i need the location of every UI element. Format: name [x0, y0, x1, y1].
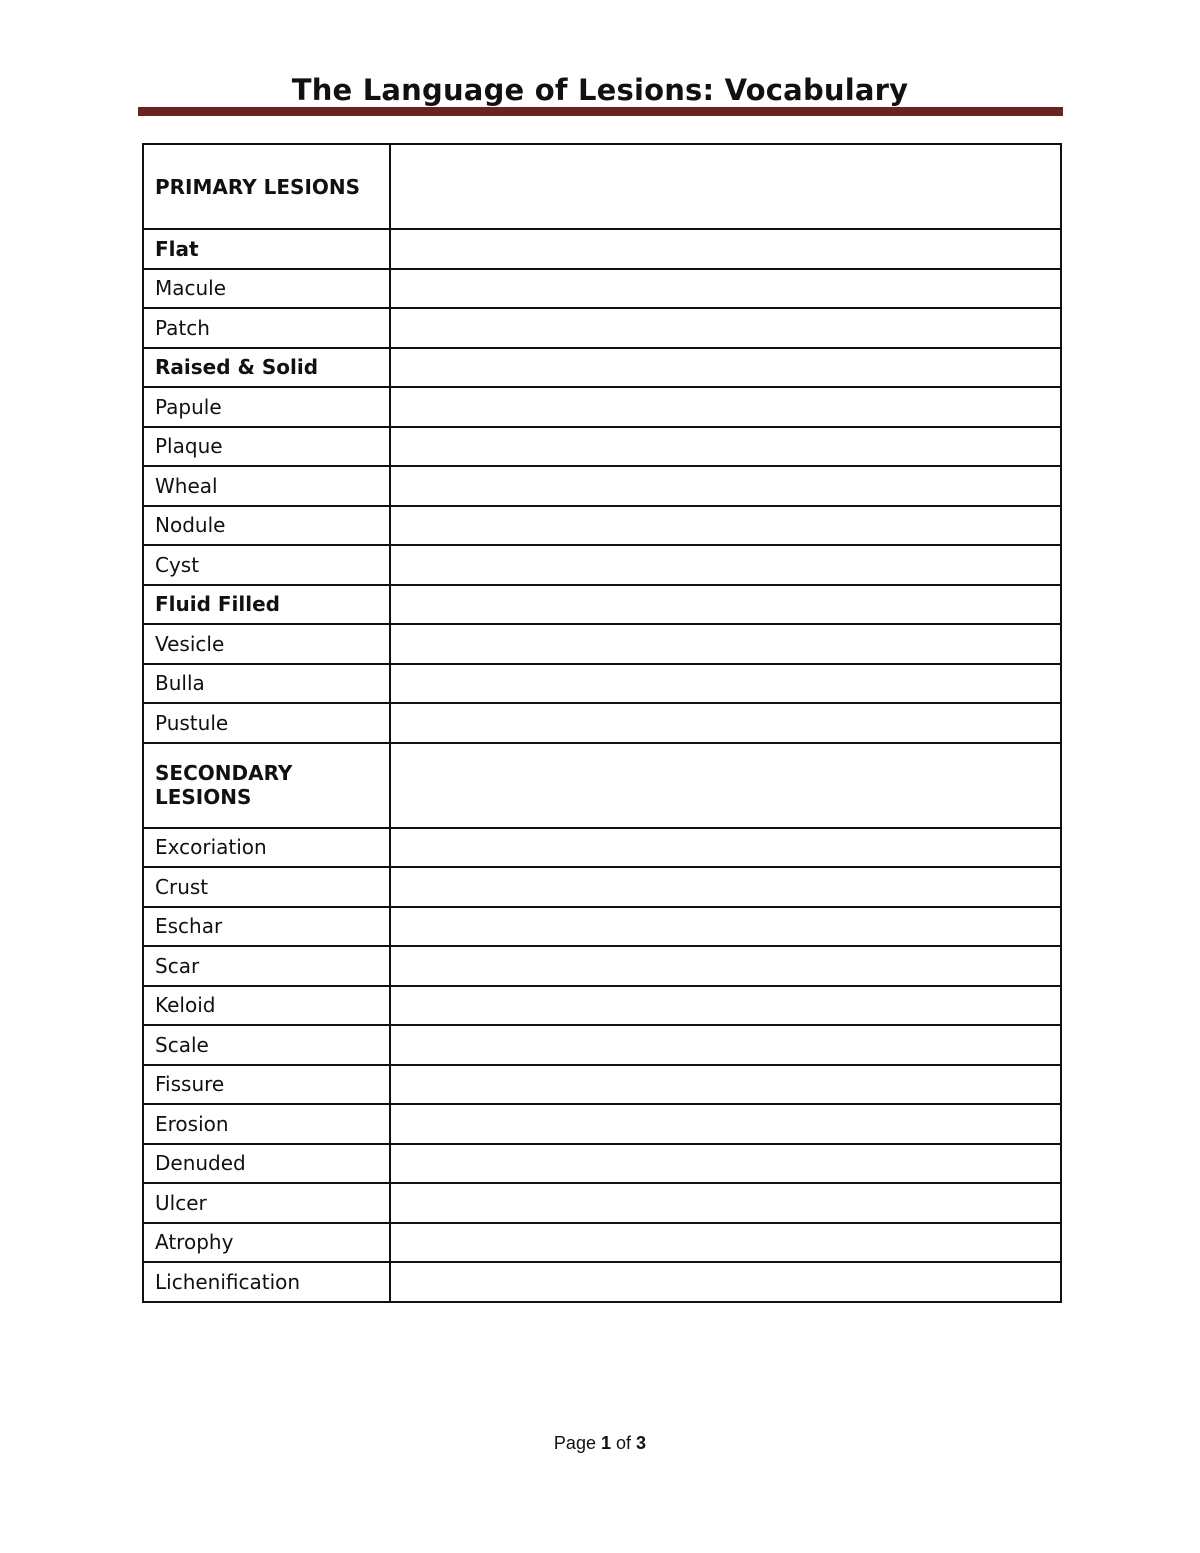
term-label: Macule — [143, 269, 390, 309]
definition-cell[interactable] — [390, 387, 1061, 427]
term-label: Scar — [143, 946, 390, 986]
definition-cell[interactable] — [390, 664, 1061, 704]
definition-cell[interactable] — [390, 308, 1061, 348]
term-row — [143, 703, 1061, 743]
category-label: Fluid Filled — [143, 585, 390, 625]
definition-cell[interactable] — [390, 1262, 1061, 1302]
term-row — [143, 1065, 1061, 1105]
term-row — [143, 1223, 1061, 1263]
category-row — [143, 348, 1061, 388]
term-label: Fissure — [143, 1065, 390, 1105]
term-label: Wheal — [143, 466, 390, 506]
title-underline — [138, 107, 1063, 116]
definition-cell[interactable] — [390, 1223, 1061, 1263]
term-row — [143, 986, 1061, 1026]
term-row — [143, 907, 1061, 947]
page-of-label: of — [616, 1433, 632, 1453]
vocabulary-table — [142, 143, 1062, 1303]
term-row — [143, 427, 1061, 467]
term-row — [143, 545, 1061, 585]
term-label: Patch — [143, 308, 390, 348]
term-row — [143, 946, 1061, 986]
term-row — [143, 308, 1061, 348]
definition-cell[interactable] — [390, 1104, 1061, 1144]
term-row — [143, 1262, 1061, 1302]
category-label: Flat — [143, 229, 390, 269]
definition-cell[interactable] — [390, 828, 1061, 868]
definition-cell[interactable] — [390, 1144, 1061, 1184]
definition-cell[interactable] — [390, 1025, 1061, 1065]
definition-cell[interactable] — [390, 229, 1061, 269]
page-title: The Language of Lesions: Vocabulary — [291, 73, 909, 107]
term-row — [143, 387, 1061, 427]
definition-cell[interactable] — [390, 545, 1061, 585]
definition-cell[interactable] — [390, 907, 1061, 947]
term-label: Atrophy — [143, 1223, 390, 1263]
definition-cell[interactable] — [390, 269, 1061, 309]
term-label: Lichenification — [143, 1262, 390, 1302]
term-label: Erosion — [143, 1104, 390, 1144]
total-pages-number: 3 — [636, 1433, 647, 1453]
term-label: Nodule — [143, 506, 390, 546]
page-footer — [0, 1433, 1200, 1454]
definition-cell[interactable] — [390, 427, 1061, 467]
term-label: Cyst — [143, 545, 390, 585]
section-heading-row — [143, 144, 1061, 229]
definition-cell[interactable] — [390, 1065, 1061, 1105]
category-row — [143, 229, 1061, 269]
definition-cell[interactable] — [390, 986, 1061, 1026]
term-label: Ulcer — [143, 1183, 390, 1223]
term-label: Keloid — [143, 986, 390, 1026]
term-label: Excoriation — [143, 828, 390, 868]
term-label: Eschar — [143, 907, 390, 947]
definition-cell[interactable] — [390, 1183, 1061, 1223]
definition-cell[interactable] — [390, 867, 1061, 907]
definition-cell[interactable] — [390, 506, 1061, 546]
term-label: Denuded — [143, 1144, 390, 1184]
term-row — [143, 624, 1061, 664]
category-label: Raised & Solid — [143, 348, 390, 388]
term-row — [143, 867, 1061, 907]
section-heading-row — [143, 743, 1061, 828]
definition-cell[interactable] — [390, 348, 1061, 388]
definition-cell[interactable] — [390, 144, 1061, 229]
definition-cell[interactable] — [390, 703, 1061, 743]
current-page-number: 1 — [600, 1433, 611, 1453]
term-label: Plaque — [143, 427, 390, 467]
term-row — [143, 506, 1061, 546]
definition-cell[interactable] — [390, 624, 1061, 664]
term-row — [143, 1144, 1061, 1184]
term-row — [143, 664, 1061, 704]
page-label: Page — [553, 1433, 596, 1453]
term-label: Pustule — [143, 703, 390, 743]
category-row — [143, 585, 1061, 625]
term-label: Scale — [143, 1025, 390, 1065]
definition-cell[interactable] — [390, 585, 1061, 625]
term-row — [143, 1183, 1061, 1223]
term-row — [143, 828, 1061, 868]
section-heading: SECONDARY LESIONS — [143, 743, 390, 828]
term-label: Bulla — [143, 664, 390, 704]
term-label: Papule — [143, 387, 390, 427]
definition-cell[interactable] — [390, 946, 1061, 986]
term-row — [143, 1025, 1061, 1065]
term-row — [143, 466, 1061, 506]
term-row — [143, 269, 1061, 309]
term-label: Crust — [143, 867, 390, 907]
vocabulary-table-body — [143, 144, 1061, 1302]
term-label: Vesicle — [143, 624, 390, 664]
term-row — [143, 1104, 1061, 1144]
section-heading: PRIMARY LESIONS — [143, 144, 390, 229]
definition-cell[interactable] — [390, 466, 1061, 506]
definition-cell[interactable] — [390, 743, 1061, 828]
